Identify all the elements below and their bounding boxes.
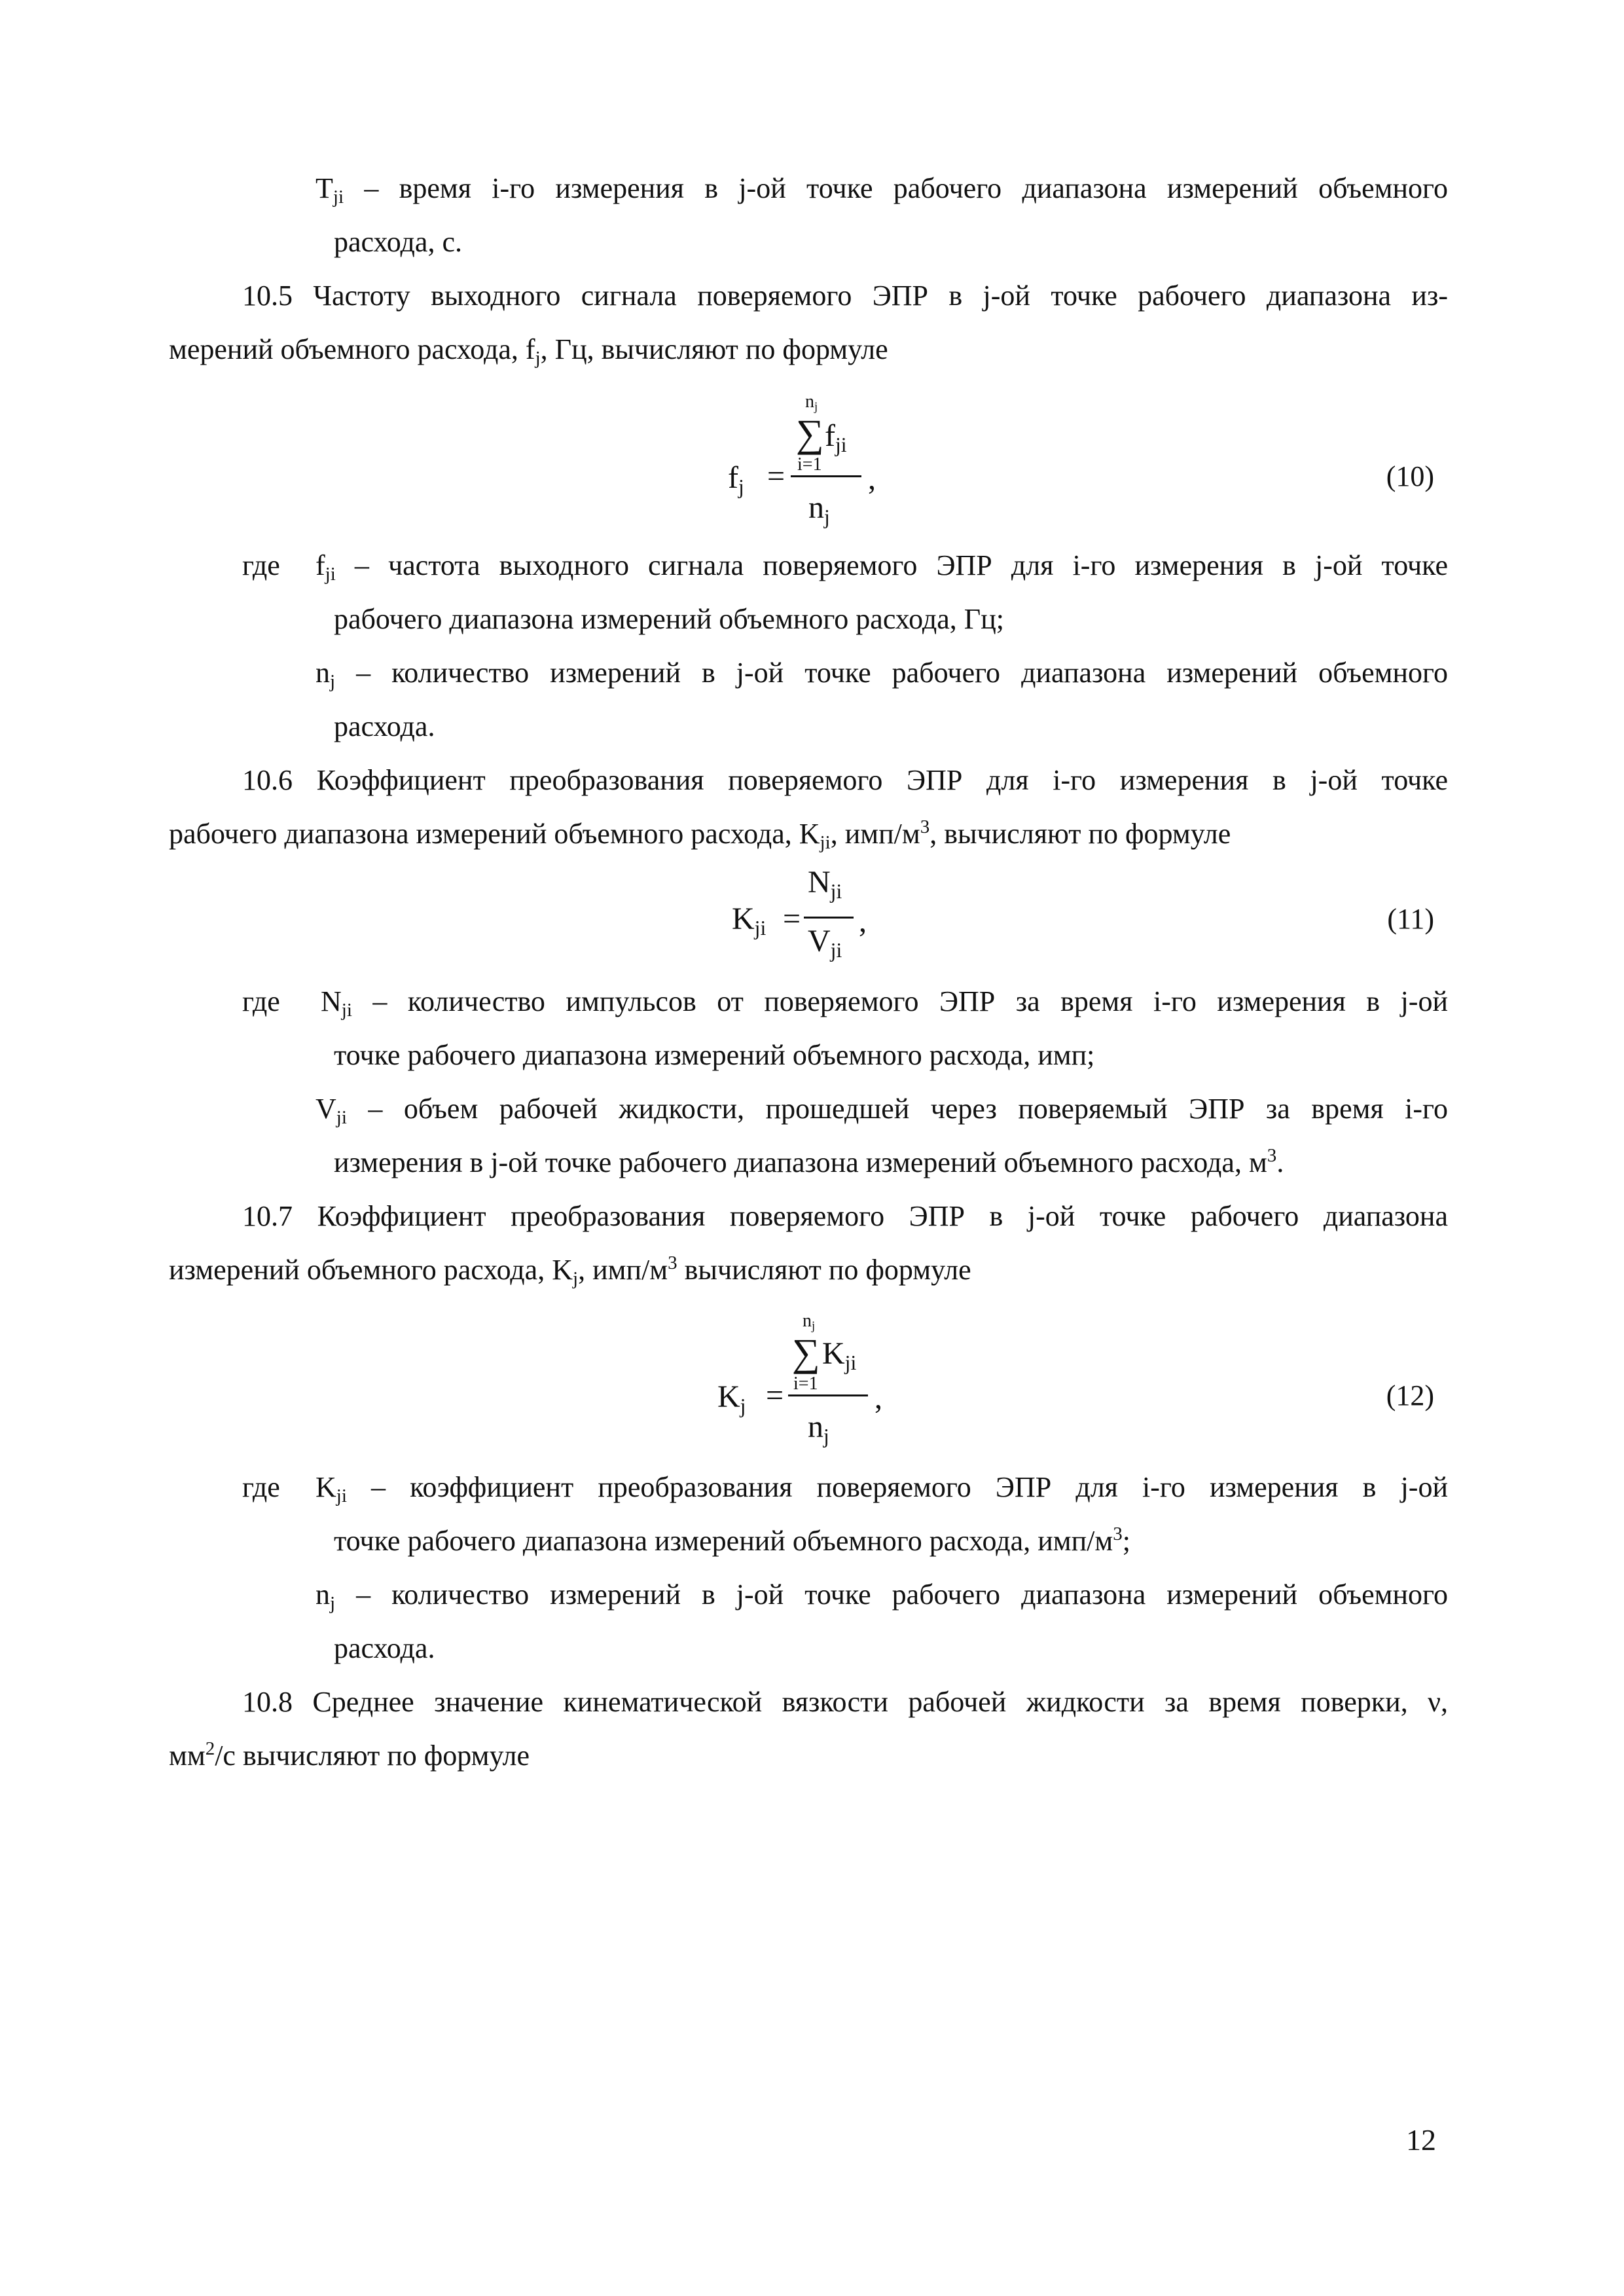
formula-10-denominator: $n_j$ <box>808 490 830 528</box>
formula-12-sum-lower: i=1 <box>793 1374 818 1394</box>
where-10-f-line1: $f_{ji}$ – частота выходного сигнала поверяемого ЭПР для i-го измерения в j-ой точке <box>316 549 1448 585</box>
paragraph-10-5-line1: 10.5 Частоту выходного сигнала поверяемого ЭПР в j-ой точке рабочего диапазона из- <box>242 280 1448 312</box>
page-number: 12 <box>1406 2123 1436 2157</box>
where-12-k-line1: $K_{ji}$ – коэффициент преобразования поверяемого ЭПР для i-го измерения в j-ой <box>316 1471 1448 1507</box>
formula-10-equals: = <box>767 459 785 494</box>
where-10-label: где <box>242 549 280 581</box>
formula-12-fraction-bar <box>788 1394 868 1396</box>
formula-12-comma: , <box>875 1381 882 1415</box>
paragraph-10-6-line1: 10.6 Коэффициент преобразования поверяемого ЭПР для i-го измерения в j-ой точке <box>242 764 1448 796</box>
paragraph-10-8-line1: 10.8 Среднее значение кинематической вязкости рабочей жидкости за время поверки, ν, <box>242 1686 1448 1718</box>
paragraph-10-5-line2: мерений объемного расхода, $f_j$, Гц, вычисляют по формуле <box>169 333 888 369</box>
formula-12-equals: = <box>766 1378 784 1413</box>
where-12-n-line2: расхода. <box>334 1632 435 1664</box>
definition-t-line1: $T_{ji}$ – время i-го измерения в j-ой точке рабочего диапазона измерений объемного <box>316 172 1448 208</box>
formula-11-number: (11) <box>1387 903 1434 935</box>
formula-10-fraction-bar <box>791 475 861 477</box>
formula-11-comma: , <box>859 904 867 939</box>
where-10-n-line1: $n_j$ – количество измерений в j-ой точке рабочего диапазона измерений объемного <box>316 657 1448 693</box>
formula-10-lhs: $f_j$ <box>728 460 744 498</box>
formula-11-numerator: $N_{ji}$ <box>808 865 842 903</box>
formula-12-term: $K_{ji}$ <box>822 1336 857 1374</box>
formula-11-denominator: $V_{ji}$ <box>808 924 842 962</box>
where-11-label: где <box>242 985 280 1017</box>
paragraph-10-7-line1: 10.7 Коэффициент преобразования поверяемого ЭПР в j-ой точке рабочего диапазона <box>242 1200 1448 1232</box>
sigma-icon: ∑ <box>792 1331 820 1374</box>
formula-10-comma: , <box>868 462 876 496</box>
where-12-n-line1: $n_j$ – количество измерений в j-ой точке рабочего диапазона измерений объемного <box>316 1578 1448 1614</box>
formula-11-lhs: $K_{ji}$ <box>732 902 767 939</box>
formula-12-lhs: $K_j$ <box>717 1379 746 1417</box>
where-11-v-line2: измерения в j-ой точке рабочего диапазона измерений объемного расхода, $м^3$. <box>334 1145 1284 1178</box>
formula-12-number: (12) <box>1386 1379 1434 1412</box>
definition-t-line2: расхода, с. <box>334 226 462 258</box>
formula-12-sum-upper: $n_j$ <box>803 1311 816 1333</box>
where-11-n-line2: точке рабочего диапазона измерений объемного расхода, имп; <box>334 1039 1095 1071</box>
formula-10-term: $f_{ji}$ <box>825 418 847 456</box>
formula-10-sum-upper: $n_j$ <box>805 392 818 414</box>
formula-11-fraction-bar <box>804 917 854 919</box>
formula-10-sum-lower: i=1 <box>797 454 822 475</box>
paragraph-10-8-line2: $мм^2/с$ вычисляют по формуле <box>169 1738 530 1772</box>
formula-11-equals: = <box>783 902 801 936</box>
sigma-icon: ∑ <box>796 412 824 455</box>
formula-10-number: (10) <box>1386 460 1434 492</box>
paragraph-10-6-line2: рабочего диапазона измерений объемного расхода, $K_{ji}$, имп/$м^3$, вычисляют по формуле <box>169 816 1231 854</box>
where-10-f-line2: рабочего диапазона измерений объемного расхода, Гц; <box>334 603 1004 635</box>
formula-12-denominator: $n_j$ <box>808 1410 829 1448</box>
paragraph-10-7-line2: измерений объемного расхода, $K_j$, имп/$м^3$ вычисляют по формуле <box>169 1252 971 1290</box>
where-11-v-line1: $V_{ji}$ – объем рабочей жидкости, прошедшей через поверяемый ЭПР за время i-го <box>316 1093 1448 1129</box>
where-12-k-line2: точке рабочего диапазона измерений объемного расхода, имп/$м^3$; <box>334 1523 1130 1557</box>
where-11-n-line1: $N_{ji}$ – количество импульсов от поверяемого ЭПР за время i-го измерения в j-ой <box>321 985 1448 1021</box>
where-10-n-line2: расхода. <box>334 710 435 742</box>
where-12-label: где <box>242 1471 280 1503</box>
